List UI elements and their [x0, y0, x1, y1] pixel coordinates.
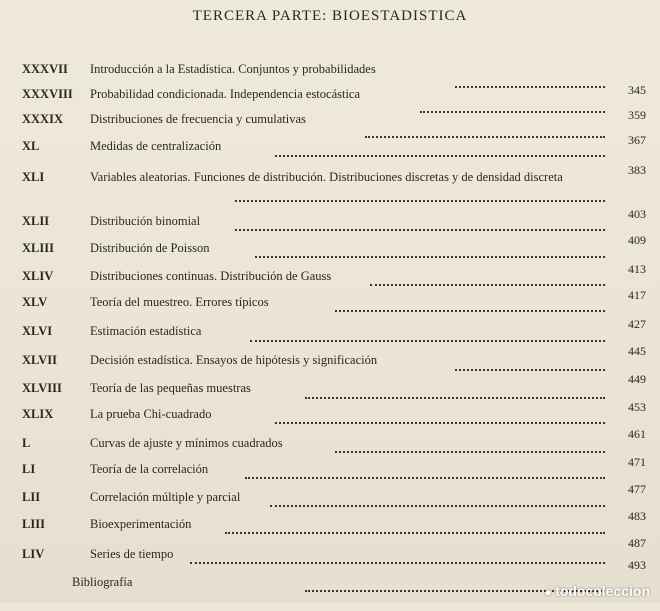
chapter-title: Decisión estadística. Ensayos de hipótesis y significación	[90, 353, 378, 367]
chapter-title: Distribuciones continuas. Distribución de Gauss	[90, 269, 332, 283]
page-number: 403	[628, 207, 646, 221]
dot-leader	[365, 134, 605, 138]
chapter-number: XL	[22, 139, 40, 153]
chapter-title: Introducción a la Estadística. Conjuntos y probabilidades	[90, 62, 376, 76]
chapter-title: Variables aleatorias. Funciones de distribución. Distribuciones discretas y de densidad discreta	[90, 170, 563, 184]
dot-leader	[255, 254, 605, 258]
chapter-title: Bioexperimentación	[90, 517, 192, 531]
chapter-number: LIV	[22, 547, 45, 561]
chapter-title: Teoría de la correlación	[90, 462, 209, 476]
watermark-dot-icon: ●	[544, 585, 556, 599]
page-number: 359	[628, 108, 646, 122]
chapter-title: Distribución de Poisson	[90, 241, 210, 255]
chapter-title: Medidas de centralización	[90, 139, 222, 153]
watermark-text: todocoleccion	[555, 583, 650, 599]
chapter-number: L	[22, 436, 31, 450]
chapter-number: XLV	[22, 295, 48, 309]
chapter-number: XLIV	[22, 269, 54, 283]
chapter-title: Distribuciones de frecuencia y cumulativas	[90, 112, 306, 126]
page-number: 461	[628, 427, 646, 441]
chapter-number: XXXIX	[22, 112, 63, 126]
dot-leader	[275, 153, 605, 157]
chapter-title: Distribución binomial	[90, 214, 201, 228]
chapter-number: XLI	[22, 170, 45, 184]
page-number: 413	[628, 262, 646, 276]
page-number: 445	[628, 344, 646, 358]
dot-leader	[275, 420, 605, 424]
chapter-number: XLVI	[22, 324, 53, 338]
chapter-title: La prueba Chi-cuadrado	[90, 407, 212, 421]
chapter-title: Bibliografía	[72, 575, 133, 589]
dot-leader	[335, 449, 605, 453]
chapter-number: XLII	[22, 214, 50, 228]
chapter-number: LII	[22, 490, 41, 504]
dot-leader	[225, 530, 605, 534]
dot-leader	[245, 475, 605, 479]
page-number: 345	[628, 83, 646, 97]
dot-leader	[250, 338, 605, 342]
chapter-title: Teoría de las pequeñas muestras	[90, 381, 251, 395]
chapter-number: XXXVII	[22, 62, 68, 76]
chapter-title: Curvas de ajuste y mínimos cuadrados	[90, 436, 283, 450]
page-number: 449	[628, 372, 646, 386]
chapter-number: XLIII	[22, 241, 54, 255]
chapter-title: Estimación estadística	[90, 324, 202, 338]
page-number: 409	[628, 233, 646, 247]
page-number: 383	[628, 163, 646, 177]
chapter-title: Series de tiempo	[90, 547, 174, 561]
dot-leader	[190, 560, 605, 564]
dot-leader	[270, 503, 605, 507]
page-number: 453	[628, 400, 646, 414]
chapter-number: XLVII	[22, 353, 57, 367]
page-number: 367	[628, 133, 646, 147]
dot-leader	[335, 308, 605, 312]
page-number: 483	[628, 509, 646, 523]
chapter-title: Correlación múltiple y parcial	[90, 490, 241, 504]
watermark-logo	[545, 583, 651, 599]
page-number: 427	[628, 317, 646, 331]
page-number: 487	[628, 536, 646, 550]
chapter-number: XLIX	[22, 407, 54, 421]
dot-leader	[455, 367, 605, 371]
chapter-number: XLVIII	[22, 381, 62, 395]
dot-leader	[305, 395, 605, 399]
dot-leader	[235, 198, 605, 202]
dot-leader	[370, 282, 605, 286]
page-number: 471	[628, 455, 646, 469]
chapter-number: LIII	[22, 517, 45, 531]
chapter-number: LI	[22, 462, 36, 476]
chapter-title: Teoría del muestreo. Errores típicos	[90, 295, 269, 309]
chapter-number: XXXVIII	[22, 87, 73, 101]
chapter-title: Probabilidad condicionada. Independencia estocástica	[90, 87, 361, 101]
page-number: 493	[628, 558, 646, 572]
page-number: 417	[628, 288, 646, 302]
page-number: 477	[628, 482, 646, 496]
section-heading: TERCERA PARTE: BIOESTADISTICA	[192, 8, 468, 24]
dot-leader	[235, 227, 605, 231]
